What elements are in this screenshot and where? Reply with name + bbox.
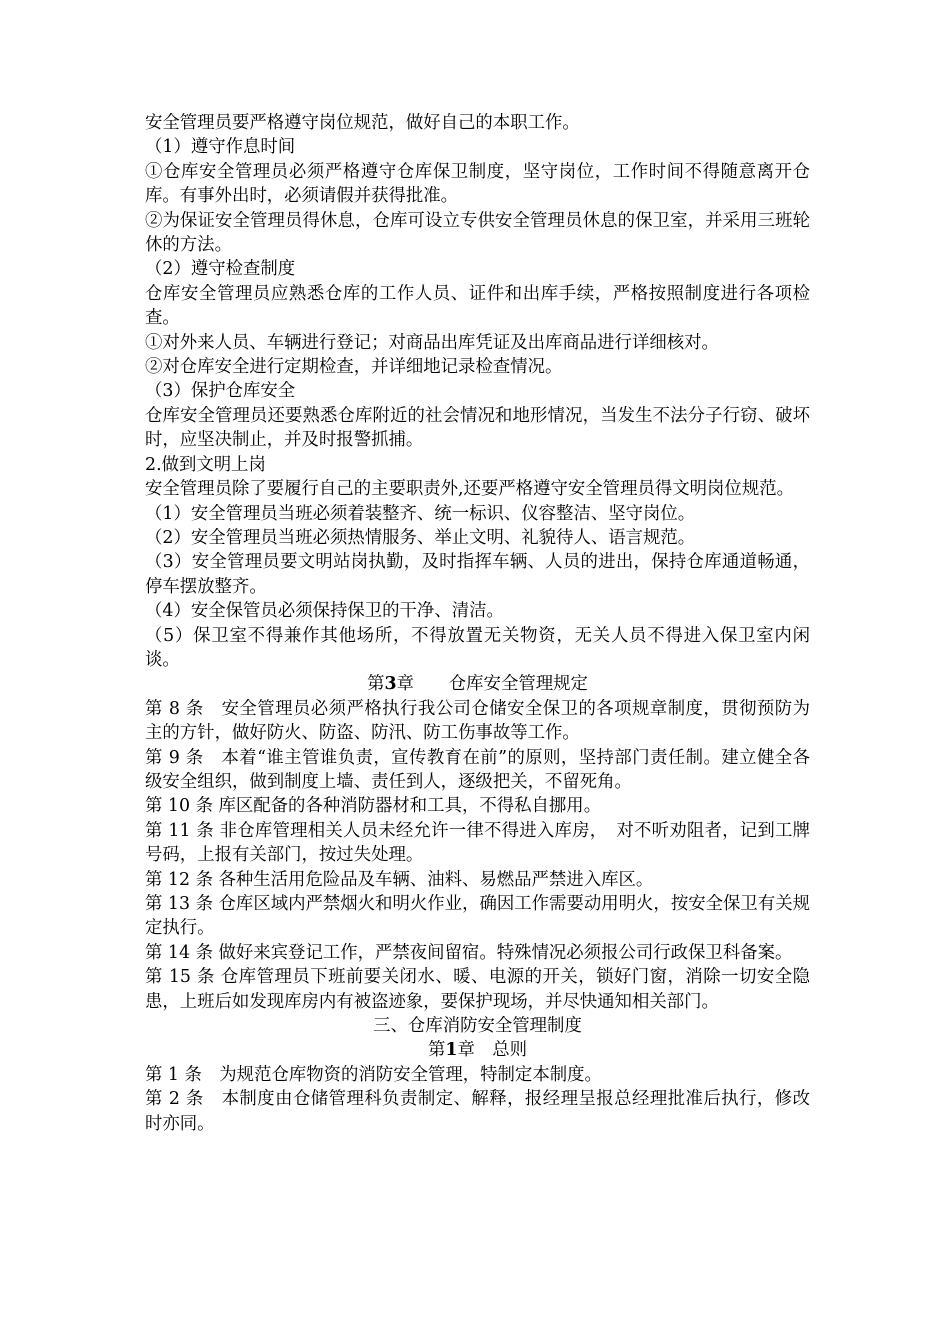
chapter-title: 章 仓库安全管理规定 (396, 674, 588, 695)
article: 第 9 条 本着“谁主管谁负责，宣传教育在前”的原则，坚持部门责任制。建立健全各级安全组织，做到制度上墙、责任到人，逐级把关，不留死角。 (145, 747, 810, 792)
chapter-prefix: 第 (427, 1040, 446, 1061)
paragraph: ①对外来人员、车辆进行登记；对商品出库凭证及出库商品进行详细核对。 (145, 332, 719, 353)
chapter-heading (145, 1038, 810, 1062)
paragraph: 仓库安全管理员还要熟悉仓库附近的社会情况和地形情况，当发生不法分子行窃、破坏时，应坚决制止，并及时报警抓捕。 (145, 405, 810, 451)
paragraph: （4）安全保管员必须保持保卫的干净、清洁。 (145, 601, 504, 622)
paragraph: （5）保卫室不得兼作其他场所，不得放置无关物资，无关人员不得进入保卫室内闲谈。 (145, 625, 810, 670)
article: 第 2 条 本制度由仓储管理科负责制定、解释，报经理呈报总经理批准后执行，修改时亦同。 (145, 1089, 810, 1134)
chapter-title: 章 总则 (457, 1040, 528, 1061)
chapter-heading (145, 672, 810, 696)
section-title: 三、仓库消防安全管理制度 (373, 1016, 582, 1037)
chapter-number: 1 (445, 1040, 458, 1061)
article: 第 11 条 非仓库管理相关人员未经允许一律不得进入库房， 对不听劝阻者，记到工牌号码，上报有关部门，按过失处理。 (145, 820, 810, 866)
subheading: （1）遵守作息时间 (145, 137, 296, 158)
paragraph: ②为保证安全管理员得休息，仓库可设立专供安全管理员休息的保卫室，并采用三班轮休的方法。 (145, 210, 810, 256)
article: 第 15 条 仓库管理员下班前要关闭水、暖、电源的开关，锁好门窗，消除一切安全隐患，上班后如发现库房内有被盗迹象，要保护现场，并尽快通知相关部门。 (145, 967, 810, 1012)
article: 第 1 条 为规范仓库物资的消防安全管理，特制定本制度。 (145, 1064, 602, 1085)
article: 第 8 条 安全管理员必须严格执行我公司仓储安全保卫的各项规章制度，贯彻预防为主的方针，做好防火、防盗、防汛、防工伤事故等工作。 (145, 698, 810, 744)
article: 第 13 条 仓库区域内严禁烟火和明火作业，确因工作需要动用明火，按安全保卫有关规定执行。 (145, 894, 810, 939)
paragraph: （3）安全管理员要文明站岗执勤，及时指挥车辆、人员的进出，保持仓库通道畅通，停车摆放整齐。 (145, 552, 810, 597)
paragraph: ①仓库安全管理员必须严格遵守仓库保卫制度，坚守岗位，工作时间不得随意离开仓库。有事外出时，必须请假并获得批准。 (145, 161, 810, 207)
article: 第 14 条 做好来宾登记工作，严禁夜间留宿。特殊情况必须报公司行政保卫科备案。 (145, 942, 793, 963)
subheading: （3）保护仓库安全 (145, 381, 296, 402)
article: 第 12 条 各种生活用危险品及车辆、油料、易燃品严禁进入库区。 (145, 869, 654, 890)
paragraph: 仓库安全管理员应熟悉仓库的工作人员、证件和出库手续，严格按照制度进行各项检查。 (145, 283, 810, 329)
article: 第 10 条 库区配备的各种消防器材和工具，不得私自挪用。 (145, 796, 602, 817)
paragraph: 安全管理员要严格遵守岗位规范，做好自己的本职工作。 (145, 113, 580, 133)
chapter-number: 3 (384, 674, 397, 695)
paragraph: ②对仓库安全进行定期检查，并详细地记录检查情况。 (145, 357, 563, 378)
chapter-prefix: 第 (367, 674, 385, 695)
document-page (145, 111, 810, 1136)
paragraph: （2）安全管理员当班必须热情服务、举止文明、礼貌待人、语言规范。 (145, 527, 696, 548)
paragraph: （1）安全管理员当班必须着装整齐、统一标识、仪容整洁、坚守岗位。 (145, 503, 696, 524)
section-heading: 2.做到文明上岗 (145, 454, 266, 475)
paragraph: 安全管理员除了要履行自己的主要职责外,还要严格遵守安全管理员得文明岗位规范。 (145, 479, 794, 500)
subheading: （2）遵守检查制度 (145, 259, 296, 280)
